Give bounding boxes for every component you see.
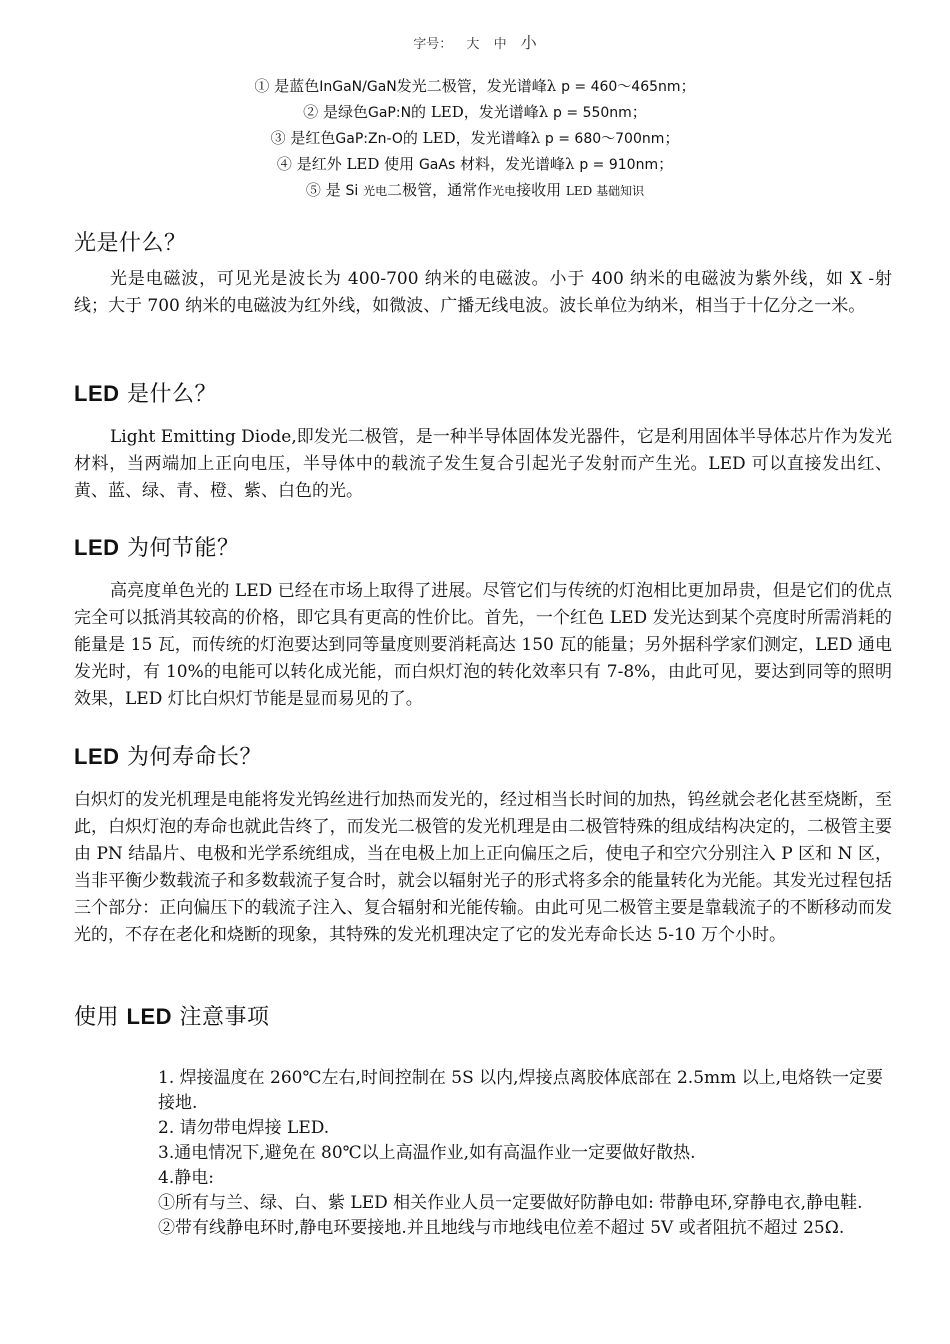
item-peak-value: p = 910nm xyxy=(579,157,659,173)
item-number: ③ xyxy=(270,129,286,147)
led-list-item xyxy=(0,152,950,178)
section-title-what-is-light: 光是什么？ xyxy=(74,231,187,256)
font-size-large-link[interactable]: 大 xyxy=(466,37,480,52)
led-type-list xyxy=(0,74,950,204)
list-item: 2. 请勿带电焊接 LED. xyxy=(158,1118,330,1138)
item-text: ； xyxy=(680,77,696,95)
item-text: ； xyxy=(664,129,680,147)
item-text: 二极管，通常作 xyxy=(387,181,493,199)
item-peak-value: p = 460～465nm xyxy=(561,79,681,95)
item-material: InGaN/GaN xyxy=(319,79,397,95)
font-size-selector xyxy=(0,30,950,53)
font-size-medium-link[interactable]: 中 xyxy=(493,37,507,52)
item-number: ① xyxy=(254,77,270,95)
list-item: ②带有线静电环时,静电环要接地.并且地线与市地线电位差不超过 5V 或者阻抗不超过 25Ω. xyxy=(158,1218,845,1238)
item-text: 光电 xyxy=(492,184,517,198)
item-text: 是红色 xyxy=(290,129,336,147)
item-text: 是 xyxy=(325,181,341,199)
item-peak-value: p = 680～700nm xyxy=(544,131,665,147)
usage-notes-list xyxy=(158,1066,892,1241)
item-text: 发光二极管，发光谱峰λ xyxy=(396,77,557,95)
item-text: 光电 xyxy=(363,184,388,198)
paragraph-long-life: 白炽灯的发光机理是电能将发光钨丝进行加热而发光的，经过相当长时间的加热，钨丝就会老化甚至烧断，至此，白炽灯泡的寿命也就此告终了，而发光二极管的发光机理是由二极管特殊的组成结构决定的，二极管主要由 PN 结晶片、电极和光学系统组成，当在电极上加上正向偏压之后，使电子和空穴分别注入 P 区和 N 区，当非平衡少数载流子和多数载流子复合时，就会以辐射光子的形式将多余的能量转化为光能。其发光过程包括三个部分：正向偏压下的载流子注入、复合辐射和光能传输。由此可见二极管主要是靠载流子的不断移动而发光的，不存在老化和烧断的现象，其特殊的发光机理决定了它的发光寿命长达 5-10 万个小时。 xyxy=(74,790,892,945)
paragraph-what-is-light: 光是电磁波，可见光是波长为 400-700 纳米的电磁波。小于 400 纳米的电磁波为紫外线，如 X -射线；大于 700 纳米的电磁波为红外线，如微波、广播无线电波。波长单位为纳米，相当于十亿分之一米。 xyxy=(74,269,892,316)
section-title-energy-saving: LED 为何节能？ xyxy=(74,535,240,561)
list-item: 1. 焊接温度在 260℃左右,时间控制在 5S 以内,焊接点离胶体底部在 2.5mm 以上,电烙铁一定要接地. xyxy=(158,1068,884,1113)
item-text: ； xyxy=(658,155,674,173)
led-list-item xyxy=(0,100,950,126)
section-title-long-life: LED 为何寿命长？ xyxy=(74,744,263,770)
section-title-usage-notes: 使用 LED 注意事项 xyxy=(74,1004,270,1030)
item-number: ④ xyxy=(276,155,292,173)
item-number: ② xyxy=(303,103,319,121)
item-text: ； xyxy=(631,103,647,121)
paragraph-what-is-led: Light Emitting Diode,即发光二极管，是一种半导体固体发光器件，它是利用固体半导体芯片作为发光材料，当两端加上正向电压，半导体中的载流子发生复合引起光子发射而产生光。LED 可以直接发出红、黄、蓝、绿、青、橙、紫、白色的光。 xyxy=(74,427,892,501)
item-text: 是绿色 xyxy=(322,103,368,121)
item-material: GaAs xyxy=(418,157,456,173)
item-text: LED 基础知识 xyxy=(565,184,645,198)
led-list-item xyxy=(0,178,950,204)
item-text: 的 LED，发光谱峰λ xyxy=(402,129,541,147)
section-title-what-is-led: LED 是什么？ xyxy=(74,381,218,407)
led-list-item xyxy=(0,126,950,152)
item-number: ⑤ xyxy=(305,181,321,199)
list-item: 3.通电情况下,避免在 80℃以上高温作业,如有高温作业一定要做好散热. xyxy=(158,1143,696,1163)
font-size-label: 字号： xyxy=(413,37,453,52)
item-text: 接收用 xyxy=(516,181,562,199)
item-text: 材料，发光谱峰λ xyxy=(460,155,575,173)
item-material: GaP:Zn-O xyxy=(335,131,403,147)
item-material: GaP:N xyxy=(367,105,412,121)
font-size-small-link[interactable]: 小 xyxy=(520,33,537,52)
item-text: 是蓝色 xyxy=(274,77,320,95)
item-text: 是红外 LED 使用 xyxy=(296,155,415,173)
list-item: ①所有与兰、绿、白、紫 LED 相关作业人员一定要做好防静电如: 带静电环,穿静电衣,静电鞋. xyxy=(158,1193,863,1213)
item-material: Si xyxy=(345,183,359,199)
led-list-item xyxy=(0,74,950,100)
item-text: 的 LED，发光谱峰λ xyxy=(411,103,549,121)
item-peak-value: p = 550nm xyxy=(553,105,632,121)
paragraph-energy-saving: 高亮度单色光的 LED 已经在市场上取得了进展。尽管它们与传统的灯泡相比更加昂贵，但是它们的优点完全可以抵消其较高的价格，即它具有更高的性价比。首先，一个红色 LED 发光达到某个亮度时所需消耗的能量是 15 瓦，而传统的灯泡要达到同等量度则要消耗高达 150 瓦的能量；另外据科学家们测定，LED 通电发光时，有 10%的电能可以转化成光能，而白炽灯泡的转化效率只有 7-8%，由此可见，要达到同等的照明效果，LED 灯比白炽灯节能是显而易见的了。 xyxy=(74,581,892,709)
list-item: 4.静电: xyxy=(158,1168,214,1188)
